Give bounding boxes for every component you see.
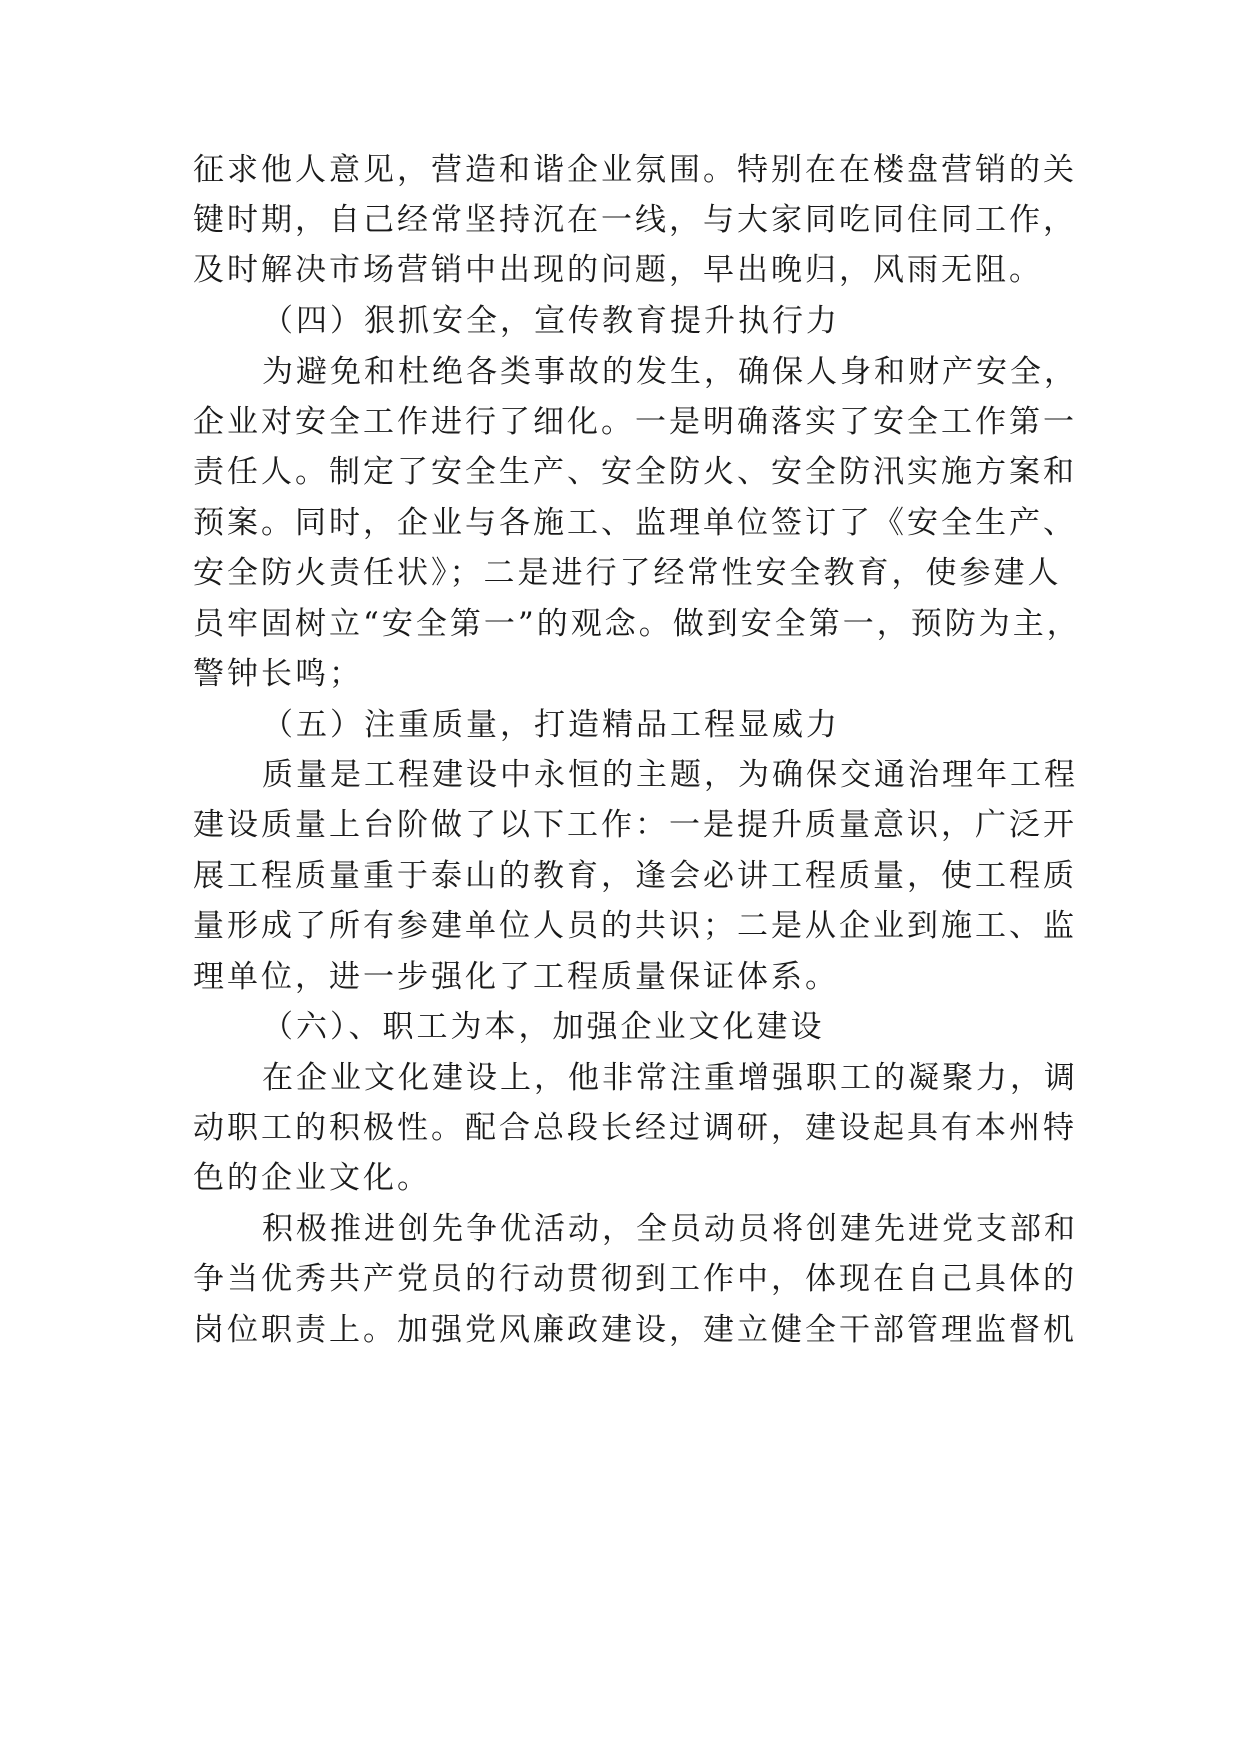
text-line: 在企业文化建设上，他非常注重增强职工的凝聚力，调 [262, 1060, 1078, 1096]
text-line: 预案。同时，企业与各施工、监理单位签订了《安全生产、 [193, 505, 1077, 541]
section-heading-6: （六）、职工为本，加强企业文化建设 [262, 1009, 825, 1045]
text-line: 员牢固树立“安全第一”的观念。做到安全第一，预防为主， [193, 606, 1081, 642]
text-line: 争当优秀共产党员的行动贯彻到工作中，体现在自己具体的 [193, 1261, 1077, 1297]
text-line: 及时解决市场营销中出现的问题，早出晚归，风雨无阻。 [193, 252, 1043, 288]
text-line: 责任人。制定了安全生产、安全防火、安全防汛实施方案和 [193, 454, 1077, 490]
text-line: 键时期，自己经常坚持沉在一线，与大家同吃同住同工作， [193, 202, 1077, 238]
text-line: 警钟长鸣； [193, 656, 363, 692]
text-line: 积极推进创先争优活动，全员动员将创建先进党支部和 [262, 1211, 1078, 1247]
text-line: 量形成了所有参建单位人员的共识；二是从企业到施工、监 [193, 908, 1077, 944]
text-line: 色的企业文化。 [193, 1160, 431, 1196]
text-line: 动职工的积极性。配合总段长经过调研，建设起具有本州特 [193, 1110, 1077, 1146]
text-line: 质量是工程建设中永恒的主题，为确保交通治理年工程 [262, 757, 1078, 793]
text-line: 为避免和杜绝各类事故的发生，确保人身和财产安全， [262, 354, 1078, 390]
text-line: 征求他人意见，营造和谐企业氛围。特别在在楼盘营销的关 [193, 152, 1077, 188]
text-line: 理单位，进一步强化了工程质量保证体系。 [193, 959, 839, 995]
text-line: 安全防火责任状》；二是进行了经常性安全教育，使参建人 [193, 555, 1062, 591]
section-heading-5: （五）注重质量，打造精品工程显威力 [262, 707, 840, 743]
text-line: 岗位职责上。加强党风廉政建设，建立健全干部管理监督机 [193, 1312, 1077, 1348]
text-line: 展工程质量重于泰山的教育，逢会必讲工程质量，使工程质 [193, 858, 1077, 894]
text-line: 建设质量上台阶做了以下工作：一是提升质量意识，广泛开 [193, 807, 1077, 843]
section-heading-4: （四）狠抓安全，宣传教育提升执行力 [262, 303, 840, 339]
text-line: 企业对安全工作进行了细化。一是明确落实了安全工作第一 [193, 404, 1077, 440]
